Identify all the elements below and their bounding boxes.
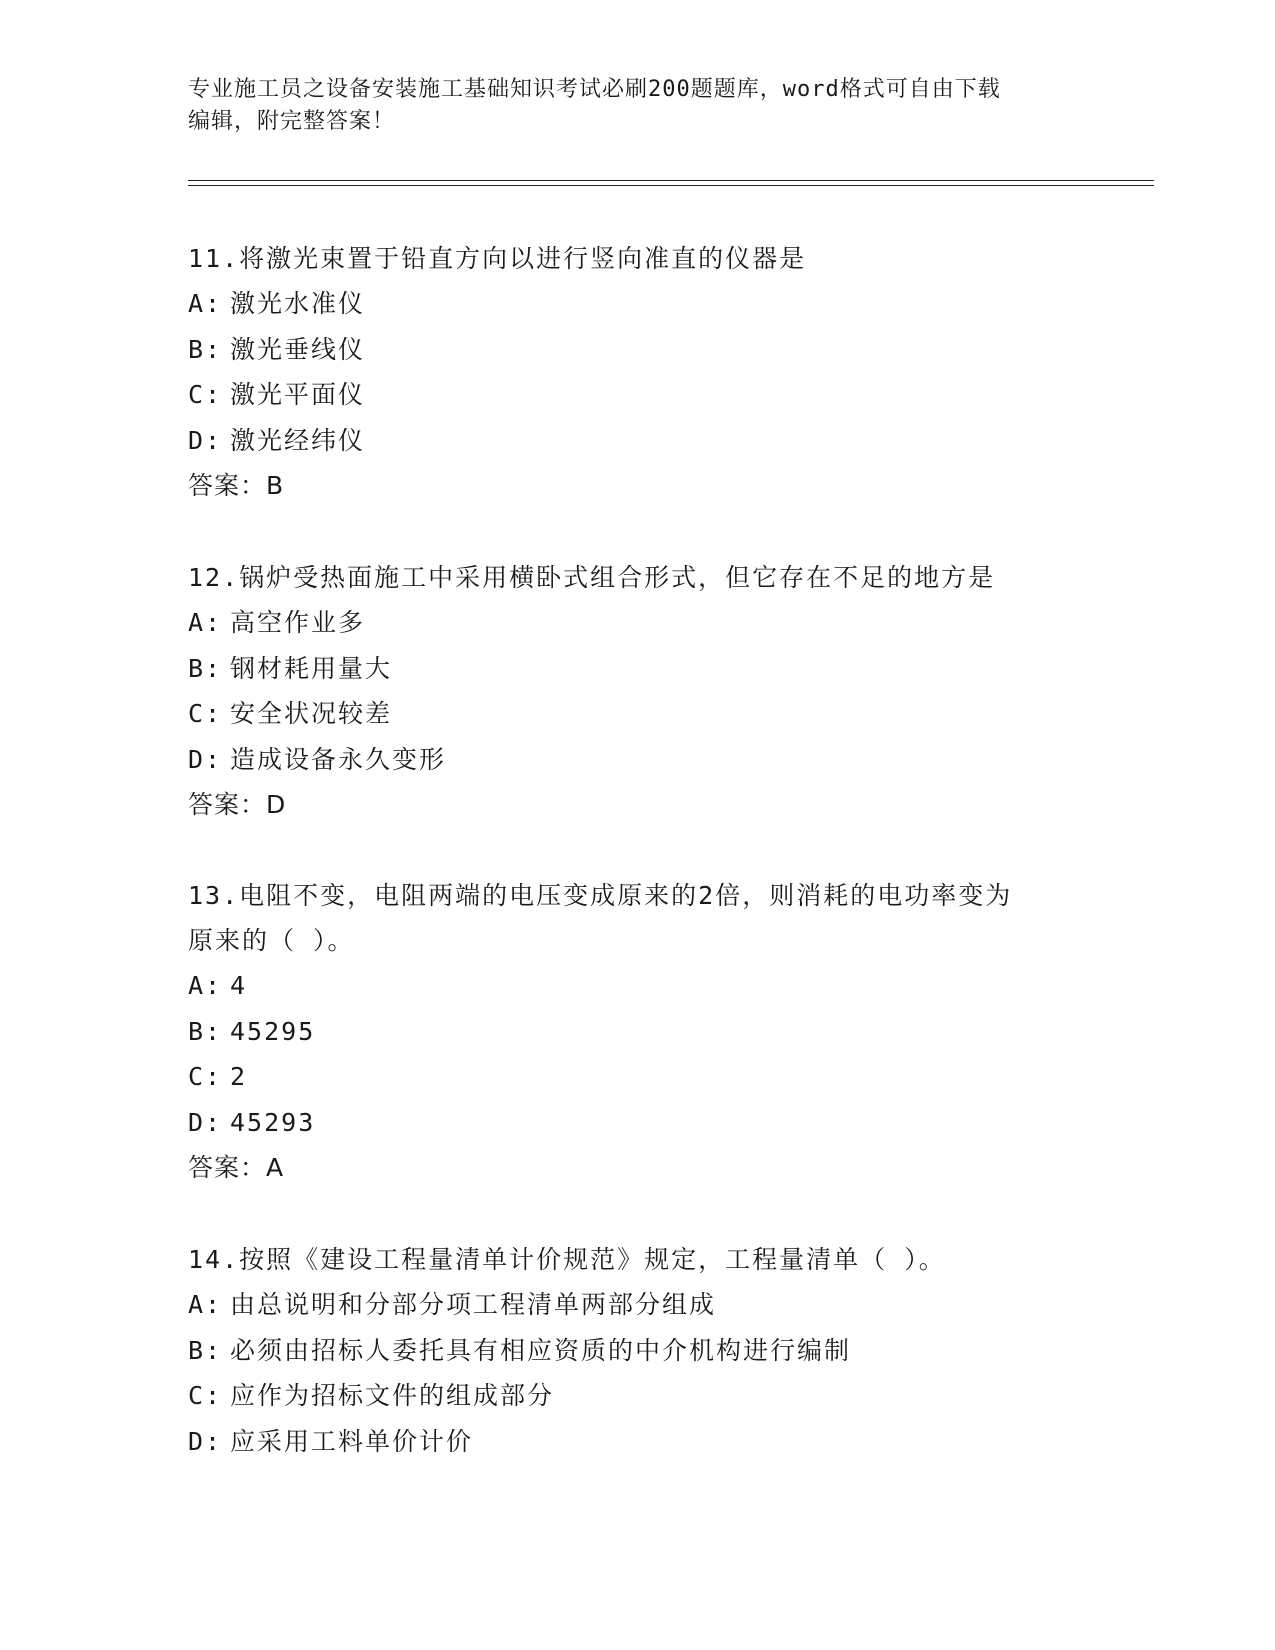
option-c xyxy=(188,691,1108,737)
option-d xyxy=(188,418,1108,464)
option-b xyxy=(188,1328,1108,1374)
option-text: 高空作业多 xyxy=(230,608,366,637)
header-line-1: 专业施工员之设备安装施工基础知识考试必刷200题题库，word格式可自由下载 xyxy=(188,77,1001,102)
option-letter: C: xyxy=(188,380,223,409)
option-text: 4 xyxy=(230,971,248,1000)
option-text: 激光平面仪 xyxy=(230,380,366,409)
option-b xyxy=(188,327,1108,373)
option-b xyxy=(188,646,1108,692)
option-text: 钢材耗用量大 xyxy=(230,653,393,683)
header-divider-top xyxy=(188,180,1154,181)
option-text: 45295 xyxy=(230,1016,316,1046)
option-letter: D: xyxy=(188,425,223,455)
question-stem-continued: 原来的（ ）。 xyxy=(188,926,355,955)
option-letter: D: xyxy=(188,1426,223,1456)
option-letter: A: xyxy=(188,1290,223,1319)
document-header xyxy=(188,74,1088,138)
answer-line: 答案：D xyxy=(188,790,287,819)
option-c xyxy=(188,372,1108,418)
option-a xyxy=(188,963,1108,1009)
question-stem: 14.按照《建设工程量清单计价规范》规定，工程量清单（ ）。 xyxy=(188,1245,946,1274)
answer-line: 答案：B xyxy=(188,471,285,500)
option-d xyxy=(188,1100,1108,1146)
option-letter: B: xyxy=(188,334,223,364)
option-d xyxy=(188,1419,1108,1465)
answer-line: 答案：A xyxy=(188,1153,285,1182)
option-letter: B: xyxy=(188,1335,223,1365)
option-a xyxy=(188,281,1108,327)
option-text: 必须由招标人委托具有相应资质的中介机构进行编制 xyxy=(230,1335,852,1365)
option-text: 45293 xyxy=(230,1107,316,1137)
question-13 xyxy=(188,873,1108,1191)
option-text: 造成设备永久变形 xyxy=(230,744,447,774)
option-text: 激光水准仪 xyxy=(230,289,366,318)
header-divider-bottom xyxy=(188,185,1154,186)
option-text: 应采用工料单价计价 xyxy=(230,1426,474,1456)
option-letter: A: xyxy=(188,289,223,318)
option-text: 由总说明和分部分项工程清单两部分组成 xyxy=(230,1290,717,1319)
option-letter: B: xyxy=(188,1016,223,1046)
option-letter: A: xyxy=(188,608,223,637)
option-b xyxy=(188,1009,1108,1055)
option-letter: C: xyxy=(188,1381,223,1410)
option-text: 激光经纬仪 xyxy=(230,425,366,455)
option-text: 安全状况较差 xyxy=(230,699,393,728)
question-stem: 12.锅炉受热面施工中采用横卧式组合形式，但它存在不足的地方是 xyxy=(188,563,996,592)
option-d xyxy=(188,737,1108,783)
question-stem: 13.电阻不变，电阻两端的电压变成原来的2倍，则消耗的电功率变为 xyxy=(188,881,1013,910)
question-11 xyxy=(188,236,1108,509)
option-letter: D: xyxy=(188,744,223,774)
option-text: 2 xyxy=(230,1062,248,1091)
option-letter: D: xyxy=(188,1107,223,1137)
question-14 xyxy=(188,1237,1108,1464)
option-c xyxy=(188,1373,1108,1419)
option-letter: C: xyxy=(188,699,223,728)
option-c xyxy=(188,1054,1108,1100)
option-letter: B: xyxy=(188,653,223,683)
option-letter: C: xyxy=(188,1062,223,1091)
question-12 xyxy=(188,555,1108,828)
question-stem: 11.将激光束置于铅直方向以进行竖向准直的仪器是 xyxy=(188,244,807,273)
option-text: 激光垂线仪 xyxy=(230,334,366,364)
header-line-2: 编辑，附完整答案！ xyxy=(188,109,396,134)
option-letter: A: xyxy=(188,971,223,1000)
option-a xyxy=(188,1282,1108,1328)
option-a xyxy=(188,600,1108,646)
option-text: 应作为招标文件的组成部分 xyxy=(230,1381,555,1410)
